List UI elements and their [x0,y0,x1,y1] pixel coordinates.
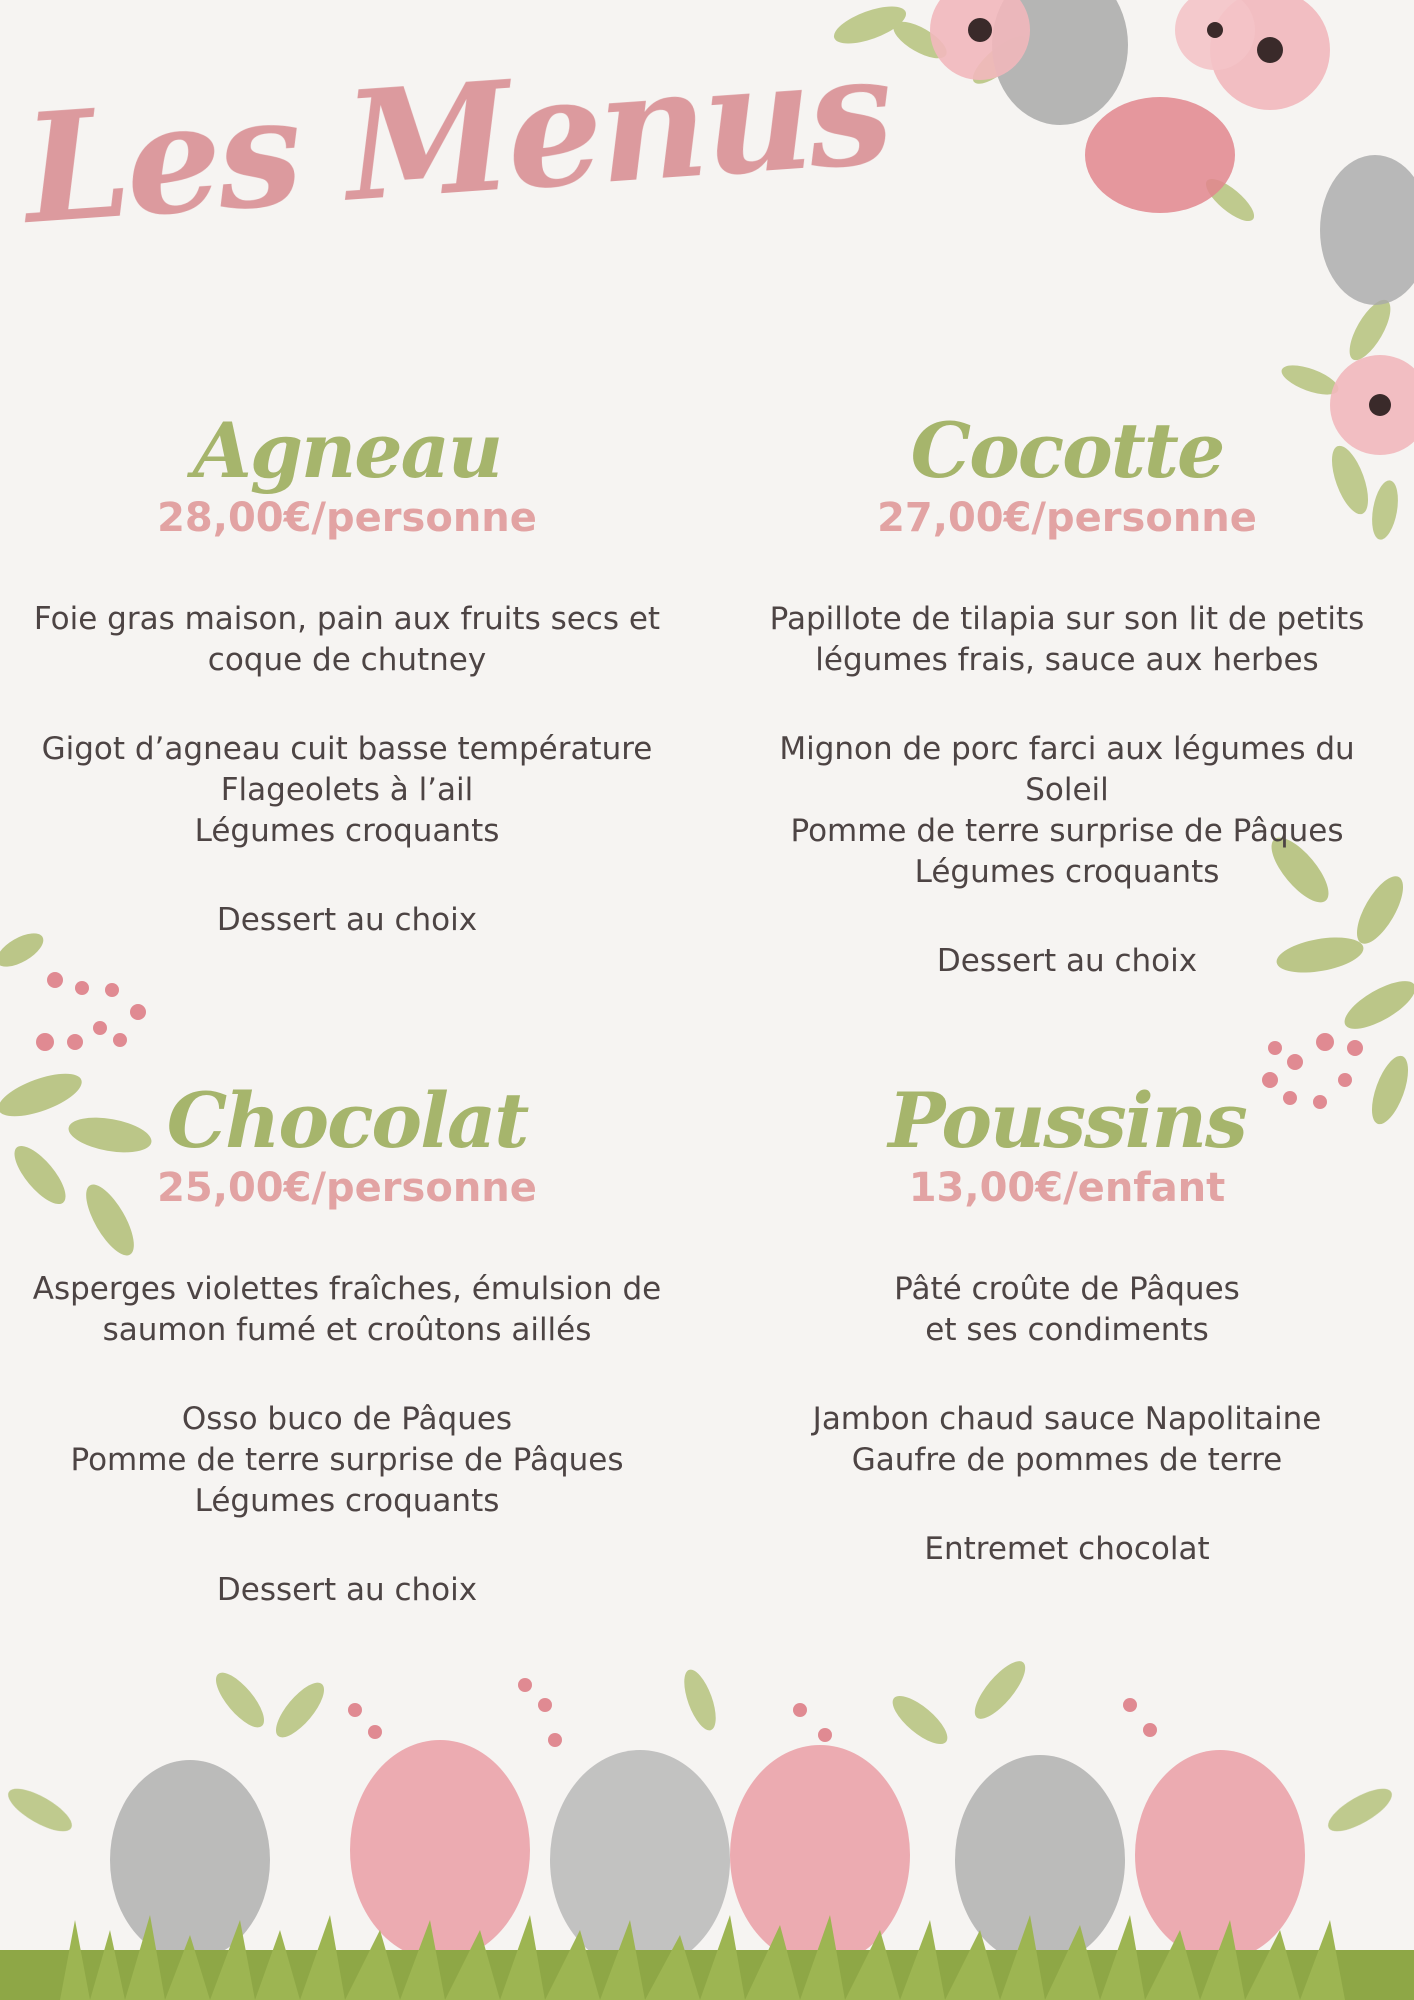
main-course [17,1399,677,1522]
starter-course [737,1269,1397,1351]
course-line: Dessert au choix [936,943,1198,979]
course-line: Mignon de porc farci aux légumes du Soleil [779,731,1355,808]
course-line: légumes frais, sauce aux herbes [815,642,1319,678]
course-line: Entremet chocolat [924,1531,1210,1567]
menu-cocotte [737,406,1397,982]
menu-chocolat [17,1076,677,1611]
course-line: saumon fumé et croûtons aillés [102,1312,592,1348]
starter-course [17,599,677,681]
starter-course [17,1269,677,1351]
course-line: Pâté croûte de Pâques [894,1271,1240,1307]
menu-price: 25,00€/personne [157,1165,537,1211]
starter-course [737,599,1397,681]
main-course [17,729,677,852]
course-line: Osso buco de Pâques [181,1401,513,1437]
course-line: Flageolets à l’ail [220,772,474,808]
course-line: Jambon chaud sauce Napolitaine [812,1401,1322,1437]
menu-name: Agneau [192,406,502,495]
course-line: Légumes croquants [914,854,1220,890]
berry-branch-icon [36,972,146,1051]
course-line: Pomme de terre surprise de Pâques [790,813,1344,849]
menu-name: Poussins [888,1076,1246,1165]
dessert-course [737,941,1397,982]
course-line: Papillote de tilapia sur son lit de petits [769,601,1365,637]
dessert-course [17,1570,677,1611]
menu-poussins [737,1076,1397,1570]
course-line: et ses condiments [925,1312,1209,1348]
dessert-course [737,1529,1397,1570]
course-line: Légumes croquants [194,1483,500,1519]
berry-branch-icon [348,1678,1157,1747]
course-line: Légumes croquants [194,813,500,849]
main-course [737,729,1397,893]
course-line: coque de chutney [207,642,487,678]
menu-agneau [17,406,677,941]
course-line: Gigot d’agneau cuit basse température [41,731,653,767]
menu-price: 13,00€/enfant [908,1165,1226,1211]
course-line: Pomme de terre surprise de Pâques [70,1442,624,1478]
dessert-course [17,900,677,941]
menu-name: Chocolat [166,1076,528,1165]
bottom-eggs-decoration [0,1660,1414,2000]
menu-price: 28,00€/personne [157,495,537,541]
course-line: Gaufre de pommes de terre [851,1442,1283,1478]
main-course [737,1399,1397,1481]
menu-name: Cocotte [910,406,1224,495]
course-line: Asperges violettes fraîches, émulsion de [32,1271,662,1307]
course-line: Foie gras maison, pain aux fruits secs et [33,601,661,637]
menu-price: 27,00€/personne [877,495,1257,541]
page-title: Les Menus [18,22,895,258]
course-line: Dessert au choix [216,902,478,938]
course-line: Dessert au choix [216,1572,478,1608]
